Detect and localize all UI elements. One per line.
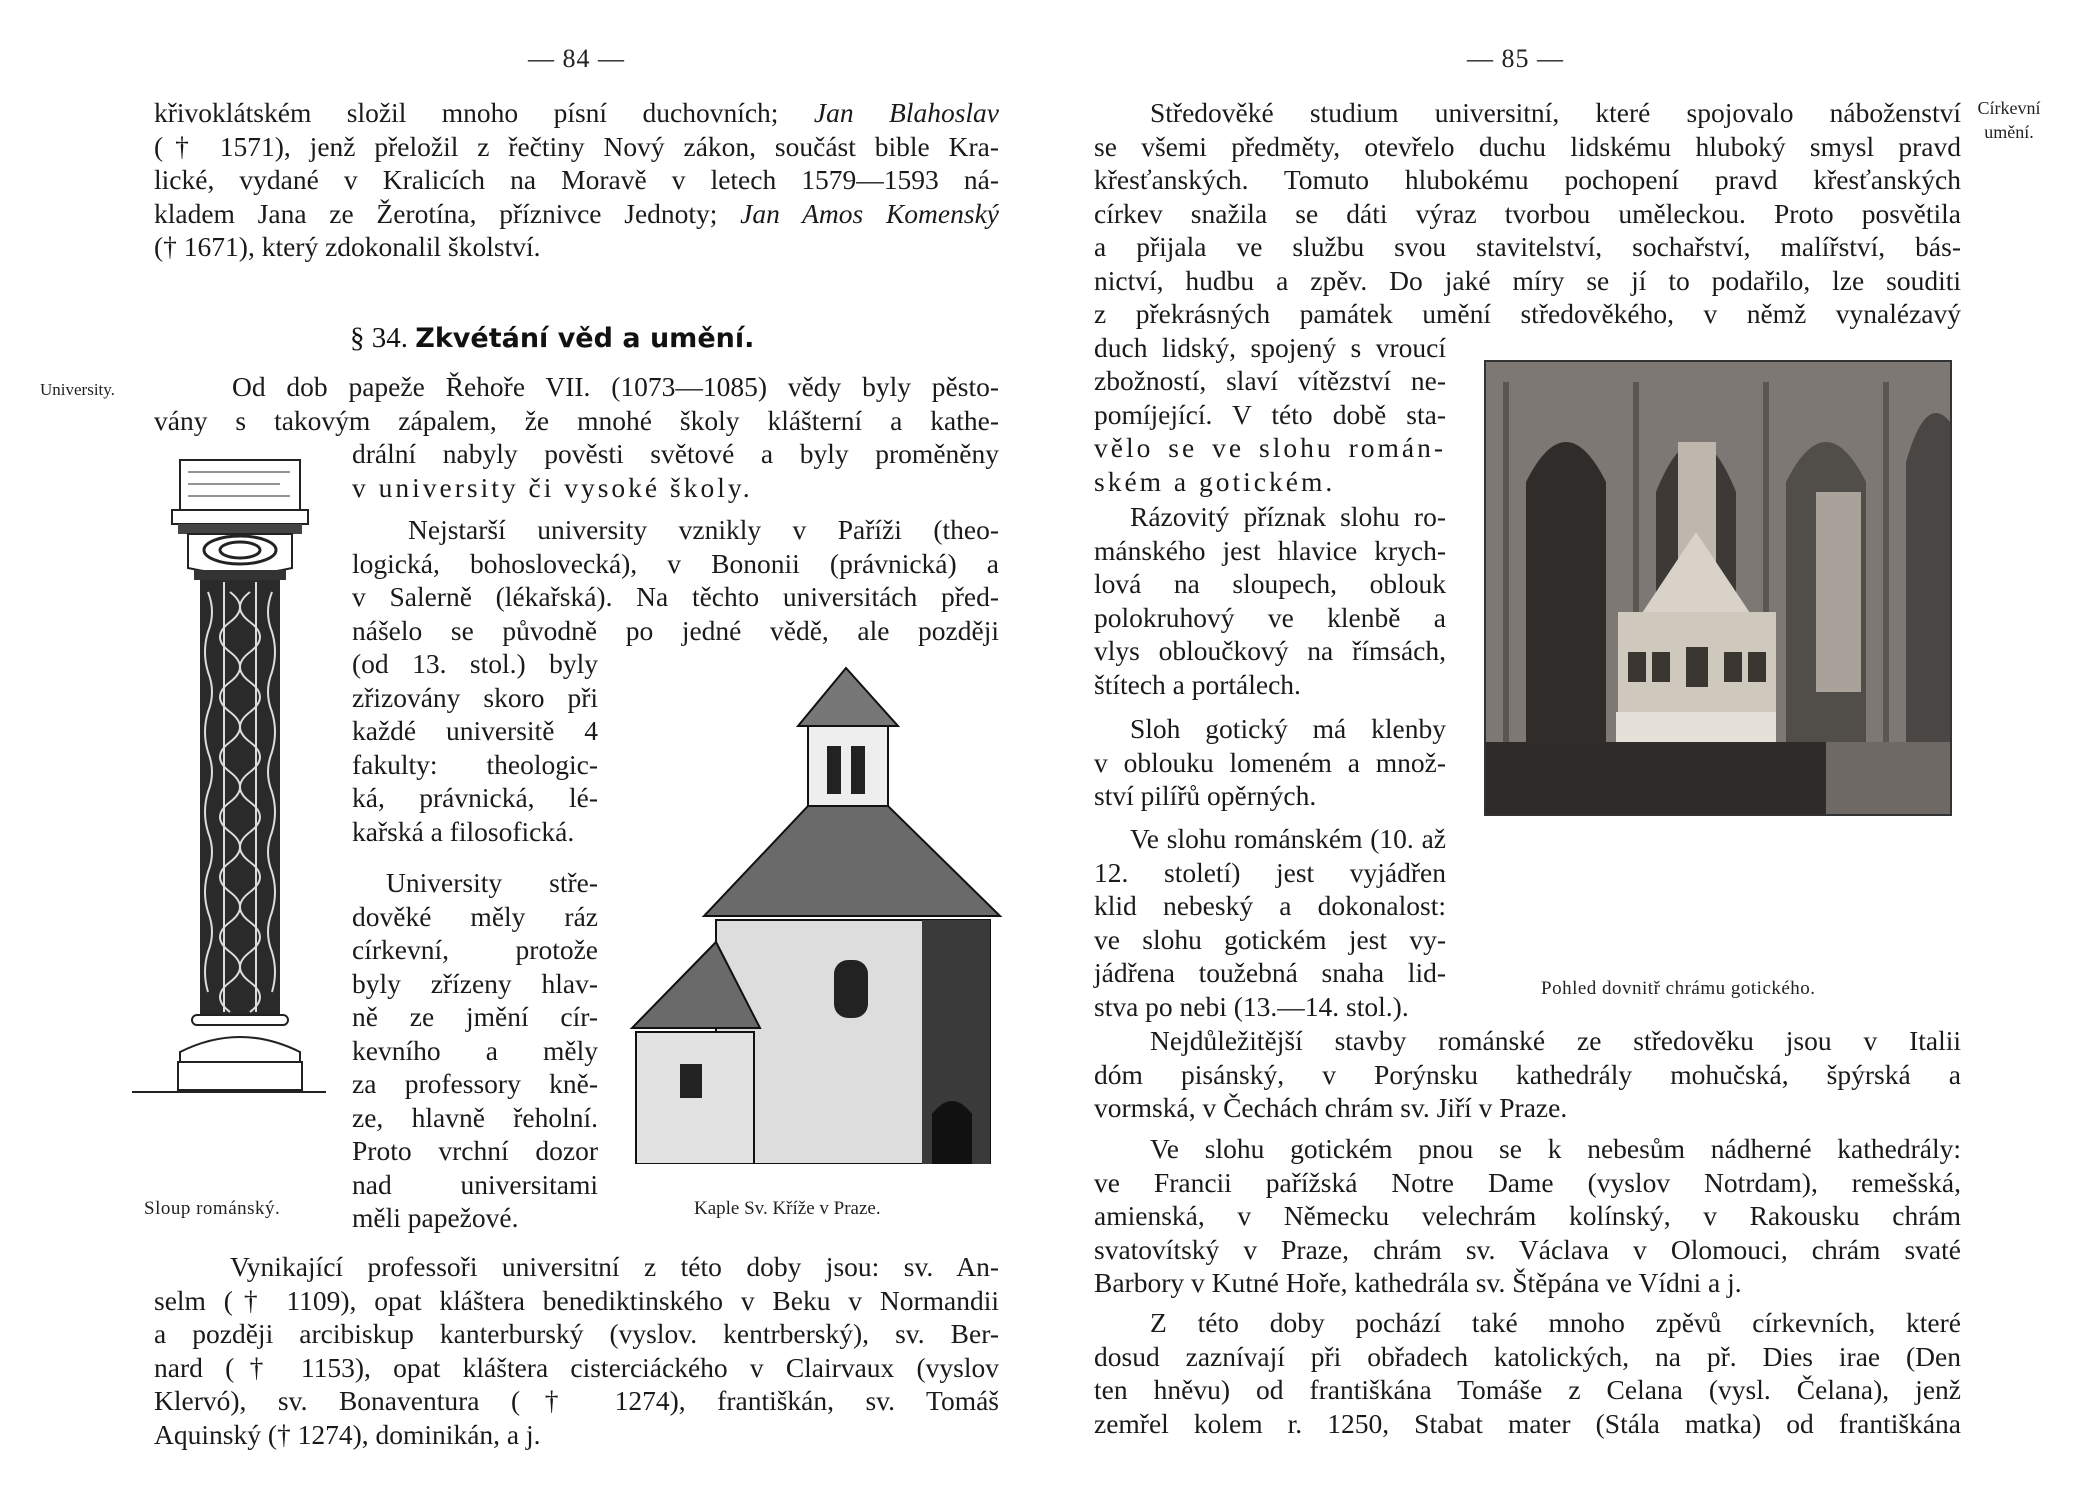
section-title: Zkvétání věd a umění. <box>415 323 755 354</box>
paragraph-university: Od dob papeže Řehoře VII. (1073—1085) vědy byly pěsto- vány s takovým zápalem, že mnohé školy klášterní a kathe- drální nabyly pověsti světové a byly proměněny v university či vysoké školy. <box>154 371 999 503</box>
italic-name: Jan Blahoslav <box>813 97 999 128</box>
rotunda-chapel-illustration <box>622 664 1022 1164</box>
italic-name: Jan Amos Komenský <box>740 197 999 229</box>
chapel-figure <box>622 664 1022 1164</box>
page-number: — 84 — <box>528 44 625 73</box>
paragraph-oldest-universities: Nejstarší university vznikly v Paříži (theo- logická, bohoslovecká), v Bononii (právnická) a v Salerně (lékařská). Na těchto universitách před- nášelo se původně po jedné vědě, ale později (od 13. stol.) byly zřizovány skoro při každé universitě 4 fakulty: theologic- ká, právnická, lé- kařská a filosofická. <box>352 514 999 847</box>
section-heading <box>350 322 754 355</box>
figure-caption-chapel: Kaple Sv. Kříže v Praze. <box>694 1198 881 1219</box>
page-number: — 85 — <box>1467 44 1564 73</box>
margin-note-university: University. <box>40 380 115 399</box>
paragraph-romanesque-sign: Rázovitý příznak slohu ro- mánského jest hlavice krych- lová na sloupech, oblouk polokruhový ve klenbě a vlys obloučkový na římsách, štítech a portálech. <box>1094 501 1446 700</box>
figure-caption-column: Sloup románský. <box>144 1198 281 1219</box>
page-85 <box>1041 0 2082 1500</box>
paragraph-romanesque-buildings: Nejdůležitější stavby románské ze středověku jsou v Italii dóm pisánský, v Porýnsku kathedrály mohučská, špýrská a vormská, v Čechách chrám sv. Jiří v Praze. <box>1094 1025 1961 1123</box>
romanesque-column-illustration <box>130 452 330 1192</box>
figure-caption-interior: Pohled dovnitř chrámu gotického. <box>1541 978 1816 999</box>
paragraph-professors: Vynikající professoři universitní z této doby jsou: sv. An- selm († 1109), opat kláštera benediktinského v Beku v Normandii a později arcibiskup kanterburský (vyslov. kentrberský), sv. Ber- nard († 1153), opat kláštera cisterciáckého v Clairvaux (vyslov Klervó), sv. Bonaventura († 1274), františkán, sv. Tomáš Aquinský († 1274), dominikán, a j. <box>154 1251 999 1450</box>
paragraph-gothic-cathedrals: Ve slohu gotickém pnou se k nebesům nádherné kathedrály: ve Francii pařížská Notre Dame (vyslov Notrdam), remešská, amienská, v Německu velechrám kolínský, v Rakousku chrám svatovítský v Praze, chrám sv. Václava v Olomouci, chrám svaté Barbory v Kutné Hoře, kathedrála sv. Štěpána ve Vídni a j. <box>1094 1133 1961 1298</box>
margin-note-church-art: Církevní umění. <box>1977 98 2041 142</box>
gothic-interior-figure <box>1484 360 1952 816</box>
paragraph-church-songs: Z této doby pochází také mnoho zpěvů církevních, které dosud zaznívají při obřadech katolických, na př. Dies irae (Den ten hněvu) od františkána Tomáše z Celana (vysl. Čelana), jenž zemřel kolem r. 1250, Stabat mater (Stála matka) od františkána <box>1094 1307 1961 1439</box>
paragraph-gothic: Sloh gotický má klenby v oblouku lomeném a množ- ství pilířů opěrných. <box>1094 713 1446 811</box>
romanesque-column-figure <box>130 452 330 1192</box>
gothic-interior-photo <box>1486 362 1950 814</box>
paragraph-style-expression: Ve slohu románském (10. až 12. století) jest vyjádřen klid nebeský a dokonalost: ve slohu gotickém jest vy- jádřena toužebná snaha lid- stva po nebi (13.—14. stol.). <box>1094 823 1446 1022</box>
paragraph-intro: křivoklátském složil mnoho písní duchovních; Jan Blahoslav († 1571), jenž přeložil z řečtiny Nový zákon, součást bible Kra- lické, vydané v Kralicích na Moravě v letech 1579—1593 ná- kladem Jana ze Žerotína, příznivce Jednoty; Jan Amos Komenský († 1671), který zdokonalil školství. <box>154 97 999 262</box>
paragraph-medieval-study: Středověké studium universitní, které spojovalo náboženství se všemi předměty, otevřelo duchu lidskému hluboký smysl pravd křesťanských. Tomuto hlubokému pochopení pravd křesťanských církev snažila se dáti výraz tvorbou uměleckou. Proto posvětila a přijala ve službu svou stavitelství, sochařství, malířství, bás- nictví, hudbu a zpěv. Do jaké míry se jí to podařilo, lze souditi z překrásných památek umění středověkého, v němž vynalézavý duch lidský, spojený s vroucí zbožností, slaví vítězství ne- pomíjející. V této době sta- vělo se ve slohu román- ském a gotickém. <box>1094 97 1961 497</box>
paragraph-medieval-universities: University stře- dověké měly ráz církevní, protože byly zřízeny hlav- ně ze jmění cír- kevního a měly za professory kně- ze, hlavně řeholní. Proto vrchní dozor nad universitami měli papežové. <box>352 867 598 1233</box>
section-number: § 34. <box>350 322 408 354</box>
